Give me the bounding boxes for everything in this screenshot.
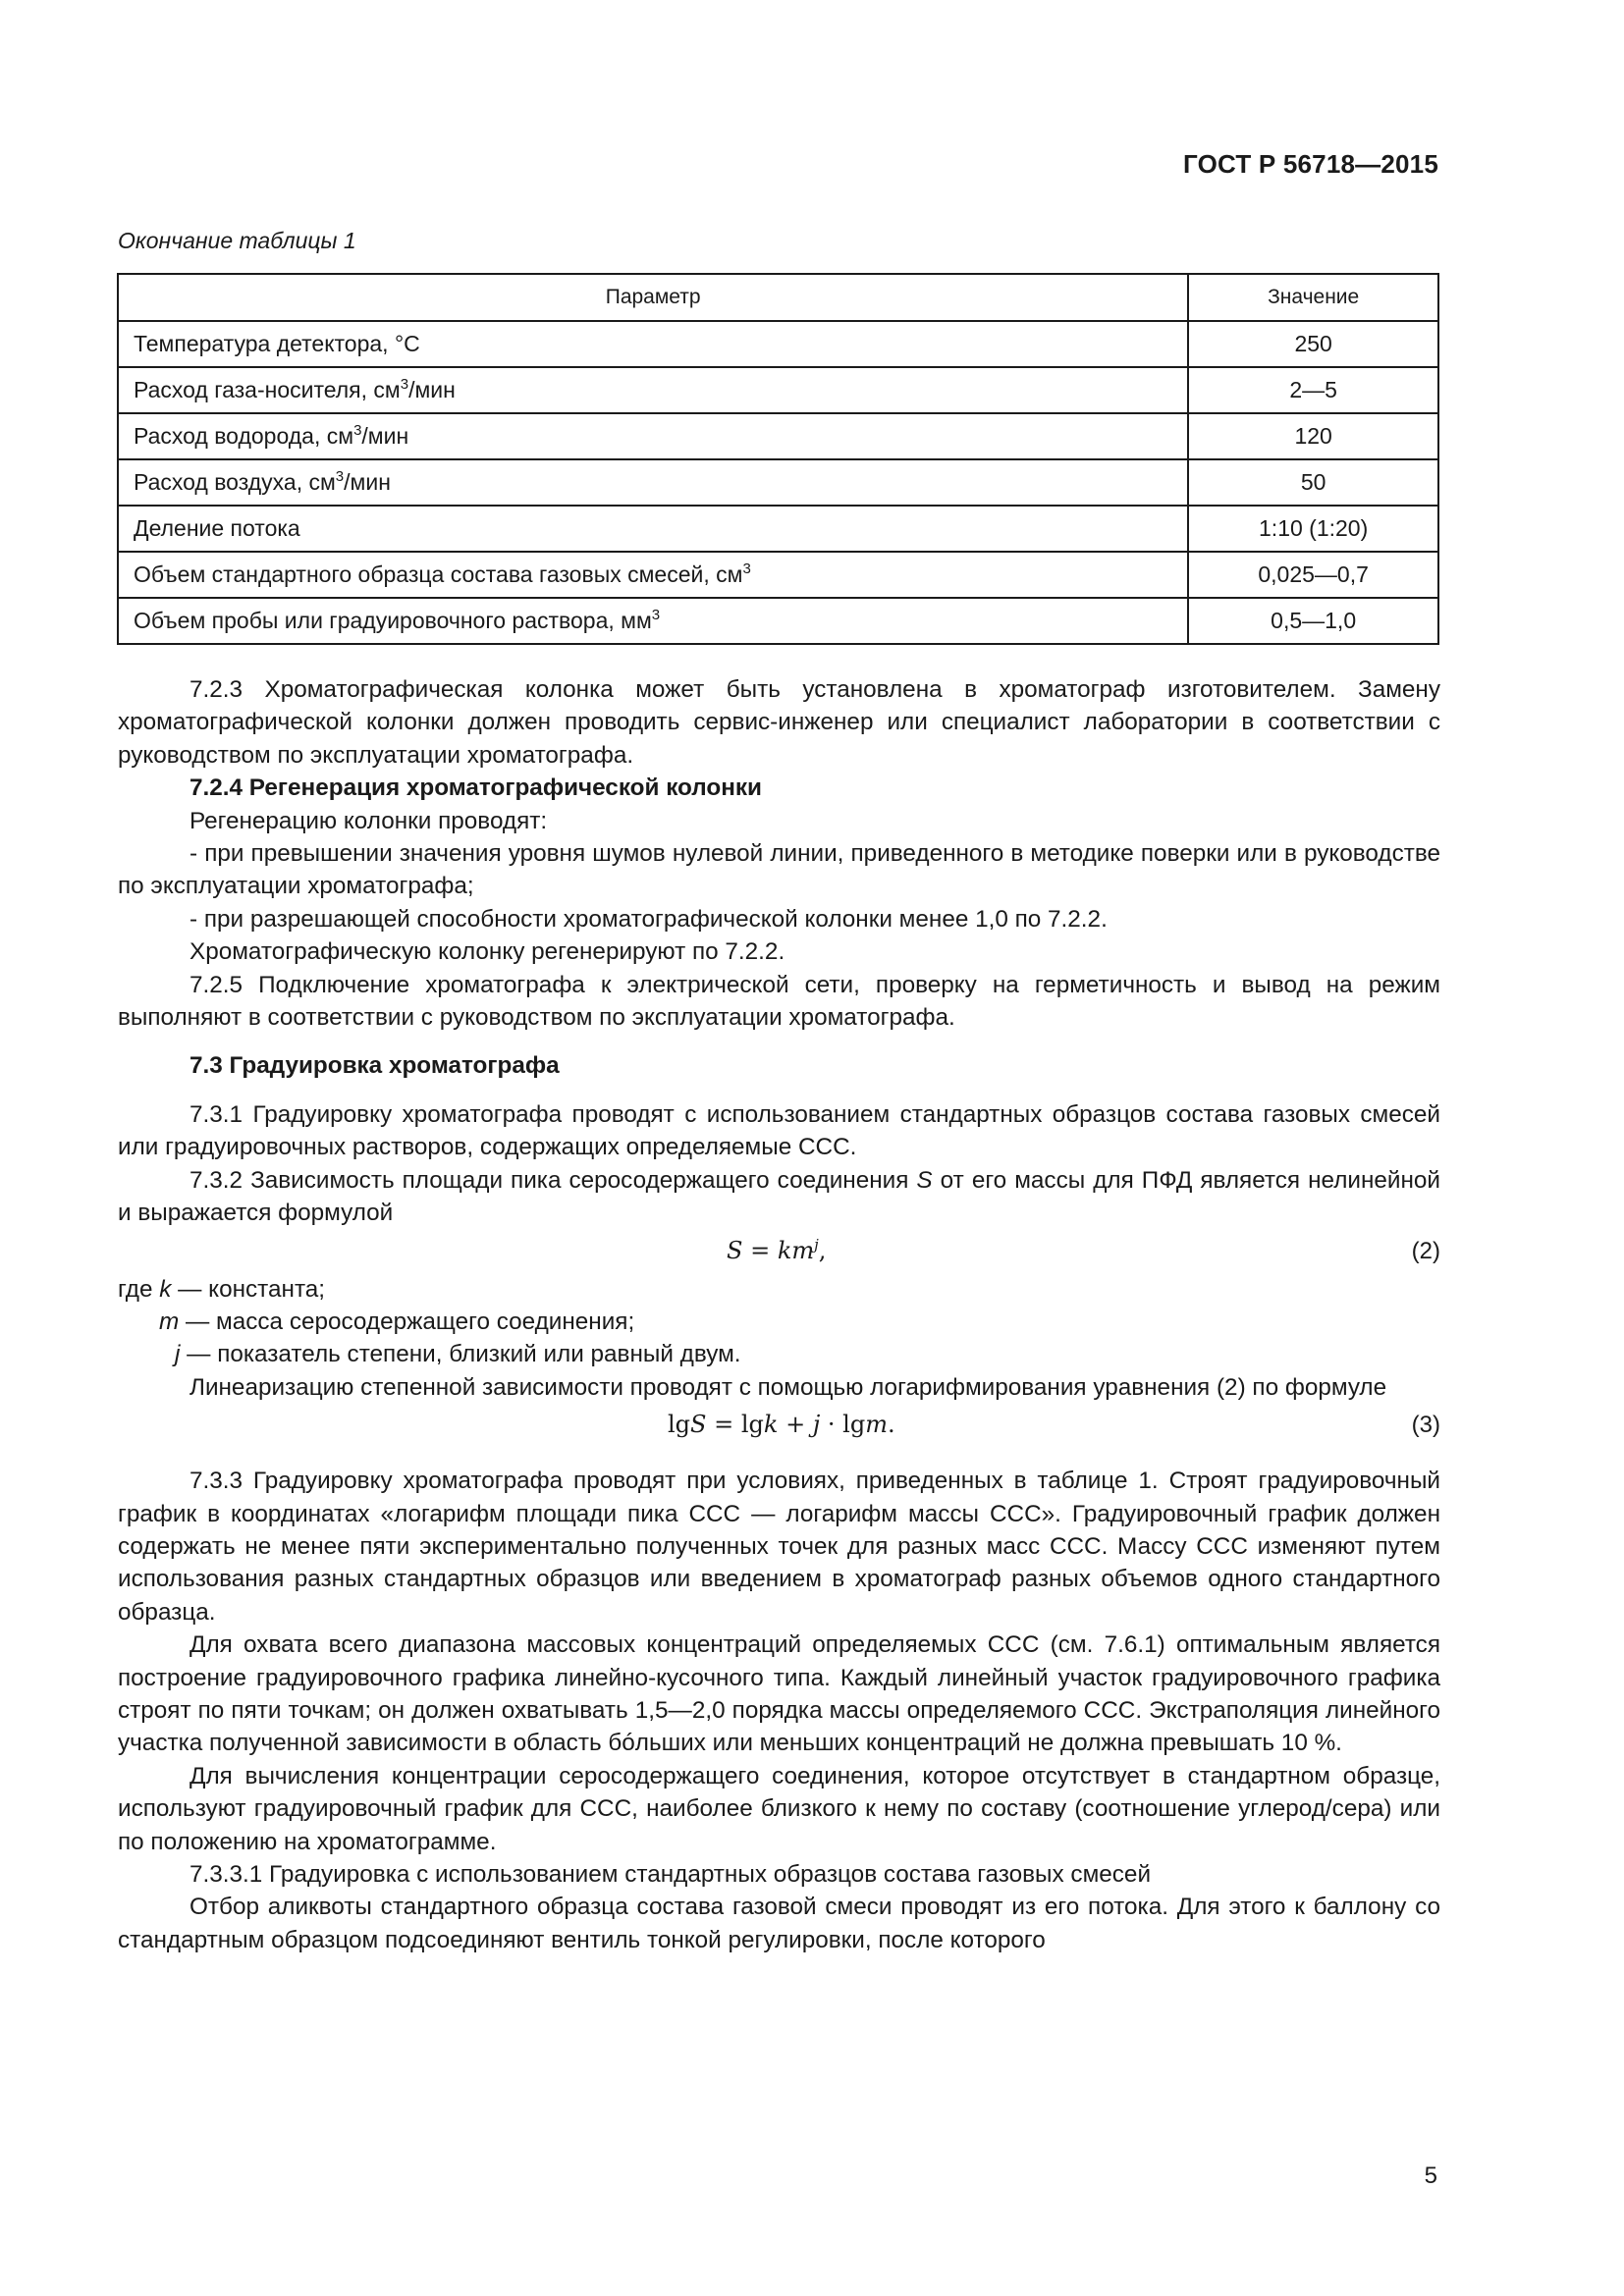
legend-item: j — показатель степени, близкий или равный двум. [175, 1341, 741, 1368]
paragraph-7-2-3: 7.2.3 Хроматографическая колонка может быть установлена в хроматограф изготовителем. Замену хроматографической колонки должен проводить сервис-инженер или специалист лаборатории в соответствии с руководством по эксплуатации хроматографа. [118, 676, 1440, 769]
value-cell: 120 [1188, 413, 1438, 459]
paragraph: Отбор аликвоты стандартного образца состава газовой смеси проводят из его потока. Для этого к баллону со стандартным образцом подсоединяют вентиль тонкой регулировки, после которого [118, 1894, 1440, 1953]
paragraph: Для вычисления концентрации серосодержащего соединения, которое отсутствует в стандартном образце, используют градуировочный график для ССС, наиболее близкого к нему по составу (соотношение углерод/сера) или по положению на хроматограмме. [118, 1762, 1440, 1855]
table-row [118, 321, 1438, 367]
list-item: - при превышении значения уровня шумов нулевой линии, приведенного в методике поверки или в руководстве по эксплуатации хроматографа; [118, 840, 1440, 900]
formula-legend [118, 1273, 1440, 1371]
formula-2 [118, 1230, 1440, 1273]
legend-item: где k — константа; [118, 1275, 326, 1303]
parameters-table [117, 273, 1439, 645]
paragraph-7-3-3-1: 7.3.3.1 Градуировка с использованием стандартных образцов состава газовых смесей [189, 1861, 1152, 1888]
paragraph: Регенерацию колонки проводят: [189, 807, 548, 834]
paragraph-7-3-3: 7.3.3 Градуировку хроматографа проводят при условиях, приведенных в таблице 1. Строят градуировочный график в координатах «логарифм площади пика ССС — логарифм массы ССС». Градуировочный график должен содержать не менее пяти экспериментально полученных точек для разных масс ССС. Массу ССС изменяют путем использования разных стандартных образцов или введением в хроматограф разных объемов одного стандартного образца. [118, 1468, 1440, 1626]
param-cell: Расход воздуха, $см^3$/мин [118, 459, 1188, 506]
table-row [118, 413, 1438, 459]
param-cell: Расход водорода, $см^3$/мин [118, 413, 1188, 459]
paragraph-7-3-2: 7.3.2 Зависимость площади пика серосодержащего соединения S от его массы для ПФД является нелинейной и выражается формулой [118, 1166, 1440, 1227]
legend-item: m — масса серосодержащего соединения; [159, 1308, 635, 1335]
heading-7-3: 7.3 Градуировка хроматографа [189, 1052, 560, 1080]
value-cell: 250 [1188, 321, 1438, 367]
page-number: 5 [1424, 2163, 1437, 2189]
param-cell: Деление потока [118, 506, 1188, 552]
paragraph: Для охвата всего диапазона массовых концентраций определяемых ССС (см. 7.6.1) оптимальным является построение градуировочного графика линейно-кусочного типа. Каждый линейный участок градуировочного графика строят по пяти точкам; он должен охватывать 1,5—2,0 порядка массы определяемого ССС. Экстраполяция линейного участка полученной зависимости в область бóльших или меньших концентраций не должна превышать 10 %. [118, 1631, 1440, 1757]
table-row [118, 367, 1438, 413]
heading-7-2-4: 7.2.4 Регенерация хроматографической колонки [189, 774, 762, 802]
formula-2-number: (2) [1411, 1237, 1440, 1264]
table-row [118, 552, 1438, 598]
table-caption: Окончание таблицы 1 [118, 228, 356, 253]
document-body [118, 673, 1440, 1956]
table-row [118, 506, 1438, 552]
table-row [118, 598, 1438, 644]
value-cell: 2—5 [1188, 367, 1438, 413]
param-cell: Температура детектора, °С [118, 321, 1188, 367]
table-row [118, 459, 1438, 506]
value-cell: 0,5—1,0 [1188, 598, 1438, 644]
formula-3 [118, 1404, 1440, 1447]
document-header: ГОСТ Р 56718—2015 [1183, 149, 1438, 179]
formula-3-number: (3) [1411, 1412, 1440, 1439]
list-item: - при разрешающей способности хроматографической колонки менее 1,0 по 7.2.2. [189, 905, 1108, 933]
column-header-value: Значение [1188, 274, 1438, 321]
value-cell: 0,025—0,7 [1188, 552, 1438, 598]
formula-3-expression: lgS = lgk + j · lgm. [668, 1411, 895, 1439]
formula-2-expression: $S = km^j$, [727, 1235, 827, 1264]
paragraph: Хроматографическую колонку регенерируют по 7.2.2. [189, 938, 785, 966]
paragraph-7-3-1: 7.3.1 Градуировку хроматографа проводят с использованием стандартных образцов состава газовых смесей или градуировочных растворов, содержащих определяемые ССС. [118, 1100, 1440, 1161]
table-header-row [118, 274, 1438, 321]
column-header-parameter: Параметр [118, 274, 1188, 321]
param-cell: Объем стандартного образца состава газовых смесей, $см^3$ [118, 552, 1188, 598]
paragraph-7-2-5: 7.2.5 Подключение хроматографа к электрической сети, проверку на герметичность и вывод на режим выполняют в соответствии с руководством по эксплуатации хроматографа. [118, 971, 1440, 1032]
value-cell: 50 [1188, 459, 1438, 506]
paragraph: Линеаризацию степенной зависимости проводят с помощью логарифмирования уравнения (2) по формуле [189, 1373, 1387, 1401]
value-cell: 1:10 (1:20) [1188, 506, 1438, 552]
param-cell: Расход газа-носителя, $см^3$/мин [118, 367, 1188, 413]
param-cell: Объем пробы или градуировочного раствора, $мм^3$ [118, 598, 1188, 644]
